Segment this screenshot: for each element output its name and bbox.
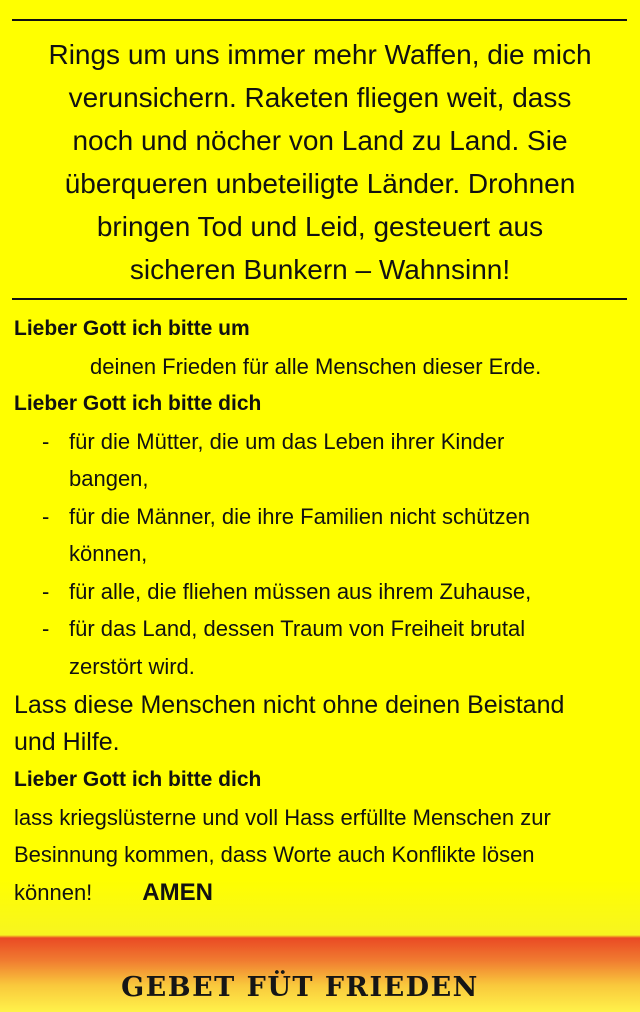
peace-line: deinen Frieden für alle Menschen dieser Erde. bbox=[90, 353, 542, 379]
prayer-heading-1: Lieber Gott ich bitte um bbox=[14, 317, 250, 340]
list-item-line: können, bbox=[69, 541, 148, 566]
dash-marker: - bbox=[42, 616, 50, 641]
closing-last-line bbox=[14, 874, 626, 912]
list-item-line: für das Land, dessen Traum von Freiheit brutal bbox=[69, 616, 526, 641]
intercession-list bbox=[14, 423, 626, 686]
intro-line: noch und nöcher von Land zu Land. Sie bbox=[72, 125, 568, 156]
list-item-line: für die Mütter, die um das Leben ihrer Kinder bbox=[69, 428, 505, 454]
list-item bbox=[14, 610, 626, 685]
prayer-heading-2: Lieber Gott ich bitte dich bbox=[14, 392, 262, 415]
intro-line: sicheren Bunkern – Wahnsinn! bbox=[129, 254, 511, 285]
list-item-line: zerstört wird. bbox=[69, 653, 195, 679]
closing-line: können! bbox=[14, 879, 93, 905]
list-item bbox=[14, 423, 626, 498]
closing-line: lass kriegslüsterne und voll Hass erfüllte Menschen zur bbox=[14, 804, 551, 830]
intro-paragraph bbox=[10, 33, 630, 291]
amen-label: AMEN bbox=[142, 878, 213, 906]
middle-divider bbox=[12, 298, 627, 300]
list-item-line: für alle, die fliehen müssen aus ihrem Zuhause, bbox=[69, 578, 532, 604]
list-item bbox=[14, 573, 626, 611]
list-item-line: bangen, bbox=[69, 466, 149, 491]
prayer-body bbox=[14, 310, 626, 911]
support-paragraph bbox=[14, 687, 626, 761]
dash-marker: - bbox=[42, 503, 50, 529]
intro-line: verunsichern. Raketen fliegen weit, dass bbox=[68, 82, 572, 113]
top-divider bbox=[12, 19, 627, 21]
prayer-heading-3: Lieber Gott ich bitte dich bbox=[14, 768, 262, 791]
dash-marker: - bbox=[42, 578, 50, 604]
support-line: Lass diese Menschen nicht ohne deinen Beistand bbox=[14, 691, 565, 719]
closing-line: Besinnung kommen, dass Worte auch Konflikte lösen bbox=[14, 842, 535, 867]
footer-title: GEBET FÜT FRIEDEN bbox=[121, 972, 479, 1003]
intro-line: Rings um uns immer mehr Waffen, die mich bbox=[48, 39, 592, 70]
list-item-line: für die Männer, die ihre Familien nicht schützen bbox=[69, 503, 531, 529]
support-line: und Hilfe. bbox=[14, 728, 120, 756]
dash-marker: - bbox=[42, 428, 50, 454]
intro-line: bringen Tod und Leid, gesteuert aus bbox=[96, 211, 544, 242]
list-item bbox=[14, 498, 626, 573]
intro-line: überqueren unbeteiligte Länder. Drohnen bbox=[64, 168, 576, 199]
